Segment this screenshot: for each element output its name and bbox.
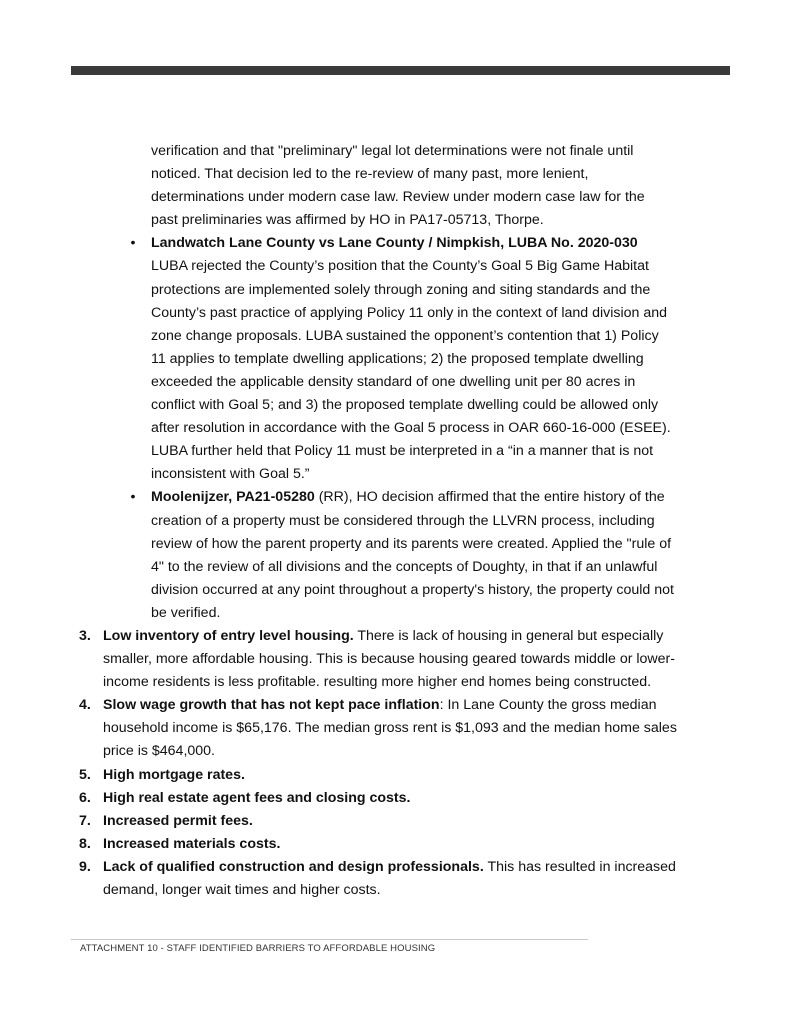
numbered-item-5 — [0, 764, 693, 787]
numbered-item-4 — [0, 694, 693, 763]
item-text — [103, 833, 693, 856]
item-text — [103, 625, 693, 694]
item-heading: Lack of qualified construction and design professionals. — [103, 858, 484, 875]
continuation-paragraph: verification and that "preliminary" legal lot determinations were not finale until noticed. That decision led to the re-review of many past, more lenient, determinations under modern case law. Review under modern case law for the past preliminaries was affirmed by HO in PA17-05713, Thorpe. — [151, 143, 645, 229]
item-text — [103, 787, 693, 810]
item-heading: High mortgage rates. — [103, 766, 245, 783]
item-number: 4. — [79, 697, 91, 714]
numbered-item-8 — [0, 833, 693, 856]
bullet-text — [151, 486, 676, 625]
item-text — [103, 764, 693, 787]
footer-divider — [71, 939, 588, 940]
item-heading: Slow wage growth that has not kept pace inflation — [103, 697, 440, 714]
item-body: This has resulted in increased demand, longer wait times and higher costs. — [103, 858, 676, 898]
item-heading: Increased materials costs. — [103, 835, 281, 852]
item-number: 3. — [79, 627, 91, 644]
numbered-item-3 — [0, 625, 693, 694]
item-text — [103, 856, 693, 902]
case-summary: LUBA rejected the County’s position that the County’s Goal 5 Big Game Habitat protections are implemented solely through zoning and siting standards and the County’s past practice of applying Policy 11 only in the context of land division and zone change proposals. LUBA sustained the opponent’s contention that 1) Policy 11 applies to template dwelling applications; 2) the proposed template dwelling exceeded the applicable density standard of one dwelling unit per 80 acres in conflict with Goal 5; and 3) the proposed template dwelling could be allowed only after resolution in accordance with the Goal 5 process in OAR 660-16-000 (ESEE). LUBA further held that Policy 11 must be interpreted in a “in a manner that is not inconsistent with Goal 5.” — [151, 258, 671, 483]
bullet-item-landwatch — [0, 232, 676, 486]
item-text — [103, 694, 693, 763]
item-heading: Low inventory of entry level housing. — [103, 627, 354, 644]
case-title: Moolenijzer, PA21-05280 — [151, 489, 315, 506]
page-body — [0, 140, 800, 902]
item-text — [103, 810, 693, 833]
case-title: Landwatch Lane County vs Lane County / Nimpkish, LUBA No. 2020-030 — [151, 235, 638, 252]
numbered-item-6 — [0, 787, 693, 810]
numbered-item-7 — [0, 810, 693, 833]
bullet-icon: • — [130, 235, 136, 252]
item-number: 7. — [79, 812, 91, 829]
case-summary: (RR), HO decision affirmed that the entire history of the creation of a property must be considered through the LLVRN process, including review of how the parent property and its parents were created. Applied the "rule of 4" to the review of all divisions and the concepts of Doughty, in that if an unlawful division occurred at any point throughout a property's history, the property could not be verified. — [151, 489, 674, 621]
item-number: 8. — [79, 835, 91, 852]
item-body: : In Lane County the gross median household income is $65,176. The median gross rent is $1,093 and the median home sales price is $464,000. — [103, 697, 677, 760]
item-number: 6. — [79, 789, 91, 806]
bullet-text — [151, 232, 676, 486]
item-number: 5. — [79, 766, 91, 783]
page-footer: ATTACHMENT 10 - STAFF IDENTIFIED BARRIERS TO AFFORDABLE HOUSING — [80, 943, 436, 954]
bullet-icon: • — [130, 489, 136, 506]
item-number: 9. — [79, 858, 91, 875]
item-body: There is lack of housing in general but especially smaller, more affordable housing. This is because housing geared towards middle or lower-income residents is less profitable. resulting more higher end homes being constructed. — [103, 627, 676, 691]
item-heading: High real estate agent fees and closing costs. — [103, 789, 411, 806]
bullet-item-moolenijzer — [0, 486, 676, 625]
header-bar — [71, 66, 730, 75]
item-heading: Increased permit fees. — [103, 812, 253, 829]
numbered-item-9 — [0, 856, 693, 902]
